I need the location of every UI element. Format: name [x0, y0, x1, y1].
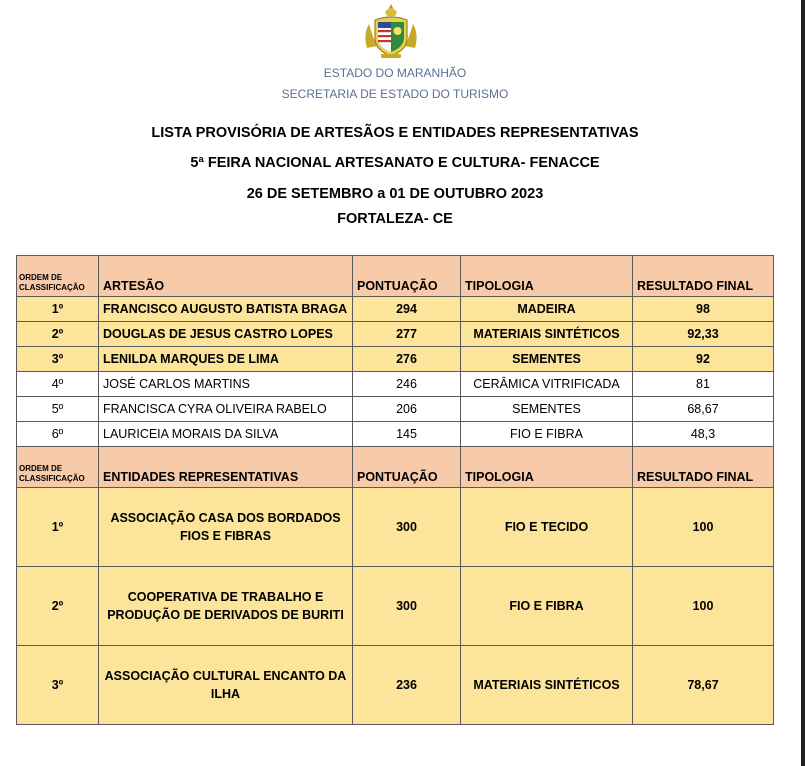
result-cell: 78,67 [633, 646, 774, 725]
name-cell: FRANCISCO AUGUSTO BATISTA BRAGA [99, 297, 353, 322]
ordem-cell: 3º [17, 646, 99, 725]
score-cell: 294 [353, 297, 461, 322]
name-cell [99, 646, 353, 725]
table-row [17, 567, 774, 646]
ordem-cell: 2º [17, 567, 99, 646]
type-cell: CERÂMICA VITRIFICADA [461, 372, 633, 397]
col-ordem: ORDEM DE CLASSIFICAÇÃO [17, 447, 99, 488]
name-cell [99, 567, 353, 646]
result-cell: 68,67 [633, 397, 774, 422]
score-cell: 236 [353, 646, 461, 725]
ordem-cell: 6º [17, 422, 99, 447]
name-cell: FRANCISCA CYRA OLIVEIRA RABELO [99, 397, 353, 422]
result-cell: 92,33 [633, 322, 774, 347]
type-cell: MATERIAIS SINTÉTICOS [461, 322, 633, 347]
table-row [17, 347, 774, 372]
doc-title: LISTA PROVISÓRIA DE ARTESÃOS E ENTIDADES REPRESENTATIVAS [151, 125, 639, 141]
col-artesao: ARTESÃO [99, 256, 353, 297]
name-cell: LENILDA MARQUES DE LIMA [99, 347, 353, 372]
agency-state: ESTADO DO MARANHÃO [323, 66, 467, 80]
score-cell: 276 [353, 347, 461, 372]
table-row [17, 397, 774, 422]
name-line: PRODUÇÃO DE DERIVADOS DE BURITI [107, 608, 344, 622]
name-cell: DOUGLAS DE JESUS CASTRO LOPES [99, 322, 353, 347]
name-line: COOPERATIVA DE TRABALHO E [127, 590, 324, 604]
col-ordem: ORDEM DE CLASSIFICAÇÃO [17, 256, 99, 297]
name-cell: LAURICEIA MORAIS DA SILVA [99, 422, 353, 447]
type-cell: FIO E FIBRA [461, 422, 633, 447]
ordem-cell: 3º [17, 347, 99, 372]
col-pontuacao: PONTUAÇÃO [353, 447, 461, 488]
result-cell: 98 [633, 297, 774, 322]
ordem-cell: 5º [17, 397, 99, 422]
result-cell: 100 [633, 567, 774, 646]
col-tipologia: TIPOLOGIA [461, 256, 633, 297]
col-entidades: ENTIDADES REPRESENTATIVAS [99, 447, 353, 488]
score-cell: 277 [353, 322, 461, 347]
col-tipologia: TIPOLOGIA [461, 447, 633, 488]
score-cell: 206 [353, 397, 461, 422]
ordem-cell: 1º [17, 488, 99, 567]
col-pontuacao: PONTUAÇÃO [353, 256, 461, 297]
artesao-header-row [17, 256, 774, 297]
ordem-cell: 1º [17, 297, 99, 322]
result-cell: 48,3 [633, 422, 774, 447]
table-row [17, 422, 774, 447]
table-row [17, 646, 774, 725]
results-table [16, 255, 774, 725]
col-resultado: RESULTADO FINAL [633, 256, 774, 297]
name-line: ASSOCIAÇÃO CULTURAL ENCANTO DA [104, 669, 347, 683]
type-cell: FIO E TECIDO [461, 488, 633, 567]
col-resultado: RESULTADO FINAL [633, 447, 774, 488]
type-cell: SEMENTES [461, 397, 633, 422]
type-cell: MADEIRA [461, 297, 633, 322]
type-cell: FIO E FIBRA [461, 567, 633, 646]
ordem-cell: 2º [17, 322, 99, 347]
table-row [17, 488, 774, 567]
name-line: ASSOCIAÇÃO CASA DOS BORDADOS [110, 511, 341, 525]
ordem-cell: 4º [17, 372, 99, 397]
name-cell [99, 488, 353, 567]
event-dates: 26 DE SETEMBRO a 01 DE OUTUBRO 2023 [246, 186, 544, 202]
event-name: 5ª FEIRA NACIONAL ARTESANATO E CULTURA- FENACCE [190, 155, 600, 171]
crest-icon [361, 4, 421, 60]
score-cell: 246 [353, 372, 461, 397]
table-row [17, 372, 774, 397]
event-location: FORTALEZA- CE [337, 211, 453, 227]
table-row [17, 297, 774, 322]
agency-secretariat: SECRETARIA DE ESTADO DO TURISMO [281, 87, 509, 101]
score-cell: 300 [353, 488, 461, 567]
score-cell: 300 [353, 567, 461, 646]
result-cell: 100 [633, 488, 774, 567]
name-line: ILHA [210, 687, 241, 701]
name-line: FIOS E FIBRAS [180, 529, 271, 543]
score-cell: 145 [353, 422, 461, 447]
type-cell: MATERIAIS SINTÉTICOS [461, 646, 633, 725]
result-cell: 92 [633, 347, 774, 372]
type-cell: SEMENTES [461, 347, 633, 372]
result-cell: 81 [633, 372, 774, 397]
name-cell: JOSÉ CARLOS MARTINS [99, 372, 353, 397]
page-edge [801, 0, 805, 766]
entidade-header-row [17, 447, 774, 488]
table-row [17, 322, 774, 347]
